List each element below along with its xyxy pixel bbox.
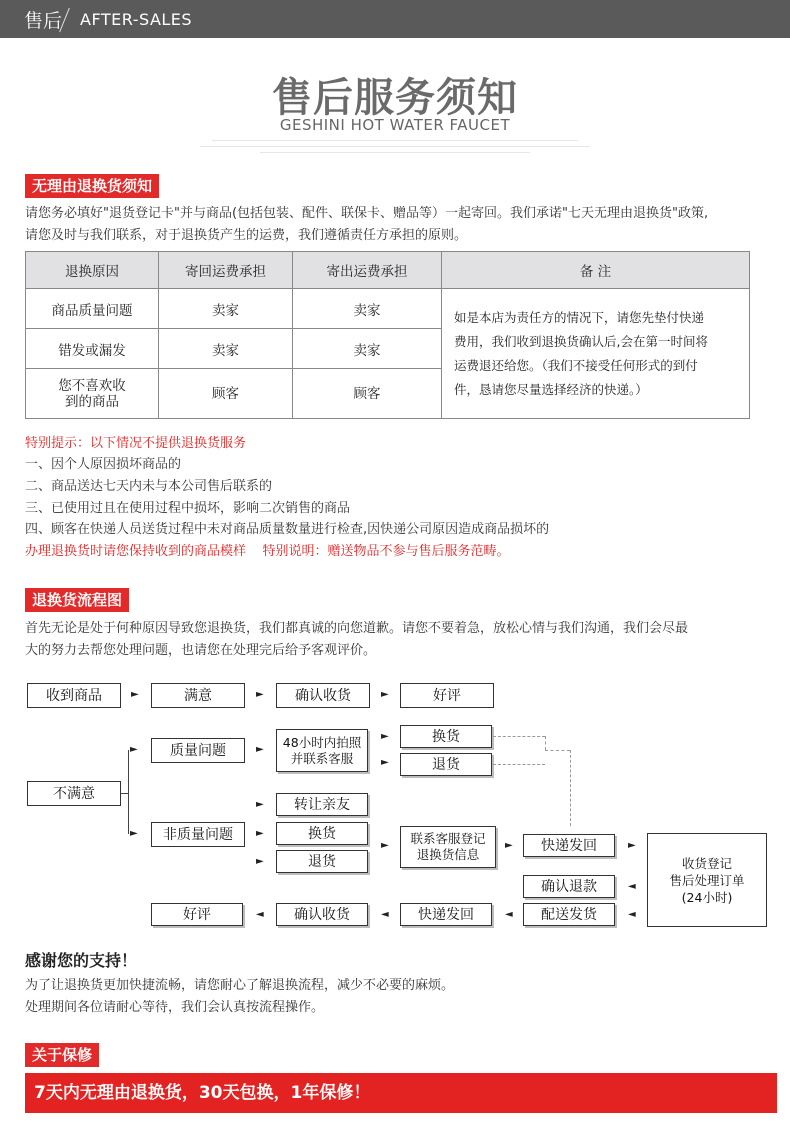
connector-line [121, 793, 128, 794]
flow-transfer: 转让亲友 [276, 793, 368, 816]
flow-intro-line-2: 大的努力去帮您处理问题，也请您在处理完后给予客观评价。 [25, 643, 377, 658]
arrow-right-icon: ► [256, 744, 264, 755]
flow-photo-line: 48小时内拍照 [282, 734, 362, 750]
flow-unsatisfied: 不满意 [27, 781, 121, 806]
dashed-connector [545, 736, 546, 750]
arrow-right-icon: ► [256, 828, 264, 839]
cell-return-fee: 卖家 [159, 289, 293, 329]
flow-good-review: 好评 [400, 683, 494, 708]
top-bar [0, 0, 790, 38]
flow-exchange-2: 换货 [276, 822, 368, 845]
flow-courier-back: 快递发回 [400, 903, 492, 926]
flow-quality-issue: 质量问题 [151, 738, 245, 763]
thanks-line-1: 为了让退换货更加快捷流畅，请您耐心了解退换流程，减少不必要的麻烦。 [25, 978, 455, 993]
arrow-left-icon: ◄ [505, 909, 513, 920]
arrow-right-icon: ► [505, 840, 513, 851]
arrow-left-icon: ◄ [628, 881, 636, 892]
page-title: 售后服务须知 [272, 75, 518, 121]
section-label-flow: 退换货流程图 [25, 588, 129, 612]
arrow-left-icon: ◄ [628, 909, 636, 920]
flow-process-order [647, 833, 767, 927]
special-footer-b: 特别说明：赠送物品不参与售后服务范畴。 [262, 544, 510, 559]
note-line: 如是本店为责任方的情况下，请您先垫付快递 [454, 309, 705, 325]
title-divider [260, 152, 530, 153]
cell-send-fee: 顾客 [293, 369, 442, 419]
title-divider [212, 140, 578, 141]
cell-reason: 商品质量问题 [26, 289, 159, 329]
table-header: 寄回运费承担 [159, 252, 293, 289]
flow-process-line: 售后处理订单 [669, 872, 745, 888]
flow-delivery: 配送发货 [523, 903, 615, 926]
arrow-right-icon: ► [131, 689, 139, 700]
dashed-connector [545, 750, 570, 751]
intro-line-1: 请您务必填好"退货登记卡"并与商品(包括包装、配件、联保卡、赠品等）一起寄回。我们承诺"七天无理由退换货"政策, [25, 206, 709, 221]
title-divider [200, 146, 590, 147]
cell-send-fee: 卖家 [293, 289, 442, 329]
flow-photo-contact [276, 729, 368, 772]
cell-reason-line: 您不喜欢收 [58, 377, 126, 394]
cell-reason-line: 到的商品 [65, 393, 119, 410]
flow-good-review-2: 好评 [151, 903, 243, 926]
flow-register-line: 联系客服登记 [410, 831, 486, 846]
dashed-connector [493, 736, 545, 737]
top-bar-cn: 售后 [24, 10, 63, 32]
flow-ship-back: 快递发回 [523, 834, 615, 857]
flow-intro-line-1: 首先无论是处于何种原因导致您退换货，我们都真诚的向您道歉。请您不要着急，放松心情与我们沟通，我们会尽最 [25, 621, 689, 636]
note-line: 件，恳请您尽量选择经济的快递。） [454, 381, 648, 397]
table-header: 备 注 [442, 252, 750, 289]
special-footer-a: 办理退换货时请您保持收到的商品模样 [25, 544, 247, 559]
cell-reason: 错发或漏发 [26, 329, 159, 369]
cell-return-fee: 卖家 [159, 329, 293, 369]
arrow-right-icon: ► [130, 828, 138, 839]
flow-refund-2: 退货 [276, 850, 368, 873]
special-item: 二、商品送达七天内未与本公司售后联系的 [25, 479, 273, 494]
flow-refund: 退货 [400, 753, 492, 776]
connector-line [128, 750, 129, 834]
cell-note [442, 289, 750, 419]
special-item: 四、顾客在快递人员送货过程中未对商品质量数量进行检查,因快递公司原因造成商品损坏的 [25, 522, 550, 537]
thanks-title: 感谢您的支持！ [25, 951, 138, 970]
section-label-no-reason: 无理由退换货须知 [25, 174, 159, 198]
table-header: 退换原因 [26, 252, 159, 289]
arrow-right-icon: ► [628, 840, 636, 851]
dashed-connector [570, 750, 571, 826]
cell-reason [26, 369, 159, 419]
flow-process-line: (24小时) [681, 889, 733, 905]
flow-satisfied: 满意 [151, 683, 245, 708]
warranty-banner: 7天内无理由退换货，30天包换，1年保修！ [25, 1073, 777, 1113]
arrow-right-icon: ► [381, 731, 389, 742]
arrow-right-icon: ► [256, 856, 264, 867]
flow-confirm-receipt: 确认收货 [276, 683, 370, 708]
special-item: 一、因个人原因损坏商品的 [25, 457, 182, 472]
page-subtitle: GESHINI HOT WATER FAUCET [279, 116, 511, 134]
dashed-connector [493, 764, 545, 765]
policy-table [25, 251, 750, 419]
arrow-right-icon: ► [381, 757, 389, 768]
cell-send-fee: 卖家 [293, 329, 442, 369]
flow-exchange: 换货 [400, 725, 492, 748]
flow-received: 收到商品 [27, 683, 121, 708]
flow-confirm-receipt-2: 确认收货 [276, 903, 368, 926]
intro-line-2: 请您及时与我们联系，对于退换货产生的运费，我们遵循责任方承担的原则。 [25, 228, 468, 243]
note-line: 费用，我们收到退换货确认后,会在第一时间将 [454, 333, 708, 349]
special-footer [25, 541, 770, 563]
arrow-right-icon: ► [256, 689, 264, 700]
flow-process-line: 收货登记 [681, 855, 732, 871]
top-bar-en: AFTER-SALES [80, 10, 193, 29]
cell-return-fee: 顾客 [159, 369, 293, 419]
arrow-right-icon: ► [381, 840, 389, 851]
flow-register-line: 退换货信息 [416, 847, 480, 862]
table-row [26, 289, 750, 329]
special-item: 三、已使用过且在使用过程中损坏，影响二次销售的商品 [25, 501, 351, 516]
thanks-line-2: 处理期间各位请耐心等待，我们会认真按流程操作。 [25, 1000, 325, 1015]
table-header: 寄出运费承担 [293, 252, 442, 289]
arrow-right-icon: ► [381, 689, 389, 700]
flow-confirm-refund: 确认退款 [523, 875, 615, 898]
flow-register [400, 826, 496, 868]
arrow-right-icon: ► [130, 744, 138, 755]
arrow-left-icon: ◄ [256, 909, 264, 920]
arrow-right-icon: ► [256, 799, 264, 810]
flow-photo-line: 并联系客服 [290, 750, 354, 766]
arrow-left-icon: ◄ [381, 909, 389, 920]
flow-non-quality: 非质量问题 [151, 822, 245, 847]
section-label-warranty: 关于保修 [25, 1043, 99, 1067]
note-line: 运费退还给您。（我们不接受任何形式的到付 [454, 357, 698, 373]
special-heading: 特别提示：以下情况不提供退换货服务 [25, 436, 247, 451]
